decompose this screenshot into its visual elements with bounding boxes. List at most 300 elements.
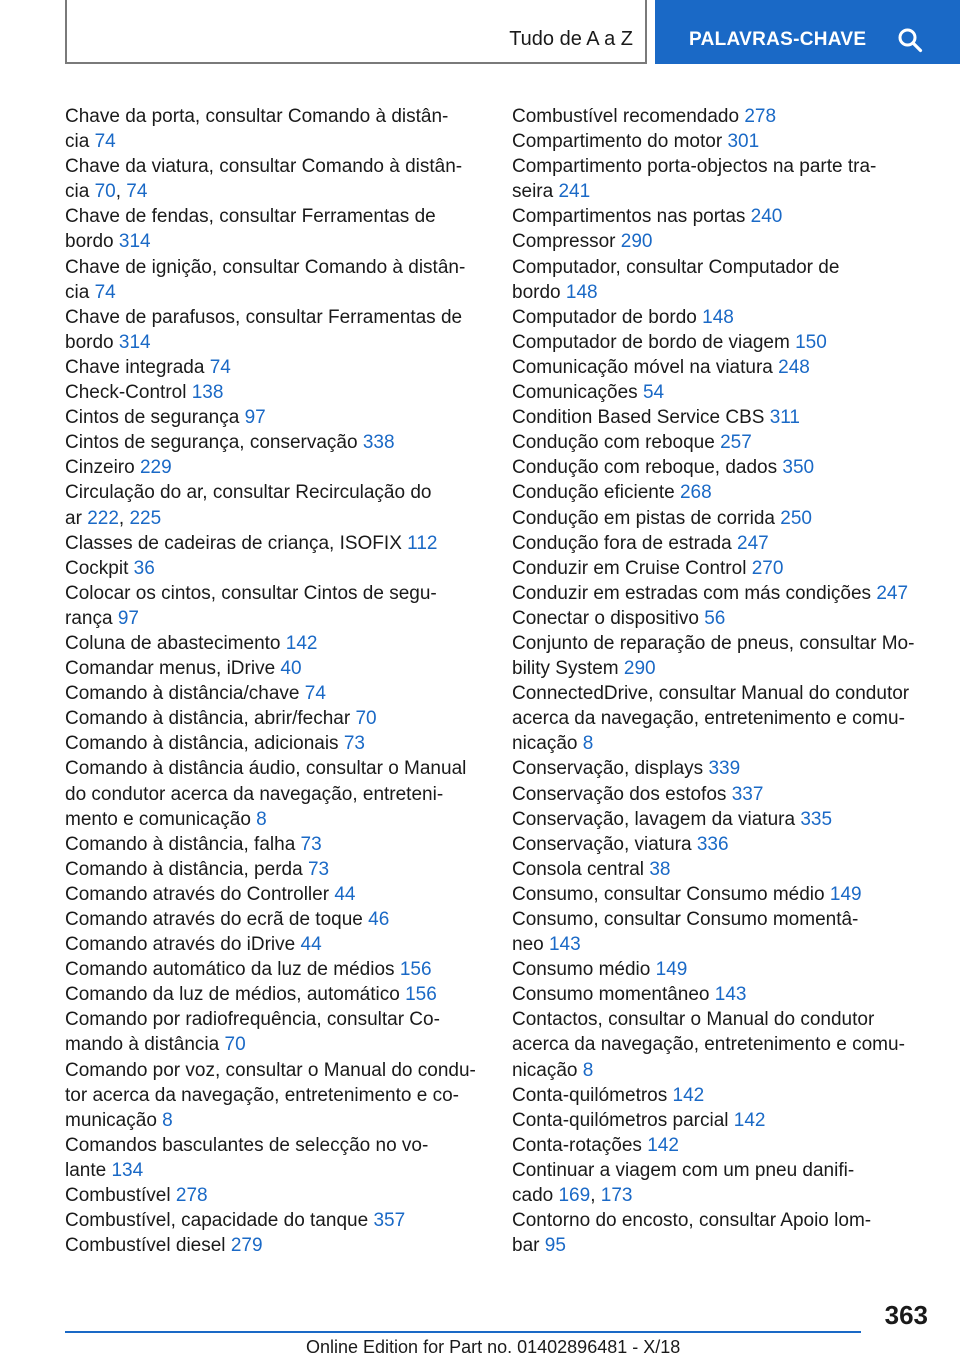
- index-entry-text: mando à distância: [65, 1034, 220, 1056]
- index-entry-line: [512, 882, 927, 907]
- index-entry-line: [65, 355, 480, 380]
- index-entry-text: Consumo momentâneo: [512, 984, 710, 1006]
- index-entry-text: Compressor: [512, 231, 616, 253]
- index-entry-line: [65, 255, 480, 280]
- index-entry-line: [512, 1208, 927, 1233]
- index-entry-text: Conservação, displays: [512, 758, 704, 780]
- index-entry: [65, 430, 480, 455]
- page-reference-link[interactable]: 74: [94, 281, 116, 303]
- index-entry-line: [65, 857, 480, 882]
- index-entry-line: [65, 606, 480, 631]
- index-entry-text: Comando através do iDrive: [65, 934, 296, 956]
- index-entry: [65, 104, 480, 154]
- index-entry-text: Comando à distância/chave: [65, 683, 300, 705]
- index-entry-text: cado: [512, 1185, 554, 1207]
- index-entry-text: Condução em pistas de corrida: [512, 507, 775, 529]
- index-entry-line: [512, 355, 927, 380]
- index-entry-text: Contactos, consultar o Manual do condutor: [512, 1009, 875, 1031]
- index-entry-line: [512, 1158, 927, 1183]
- index-entry-text: Condução eficiente: [512, 482, 675, 504]
- page-reference-link[interactable]: 73: [300, 833, 322, 855]
- index-entry-text: Comando através do ecrã de toque: [65, 909, 363, 930]
- index-entry: [65, 907, 480, 932]
- index-entry-text: rança: [65, 607, 113, 629]
- index-entry-line: [65, 681, 480, 706]
- page-reference-link[interactable]: 95: [544, 1235, 566, 1257]
- index-entry: [512, 305, 927, 330]
- index-entry-text: Colocar os cintos, consultar Cintos de segu-: [65, 582, 437, 604]
- index-entry-line: [512, 957, 927, 982]
- page-reference-link[interactable]: 134: [111, 1159, 144, 1181]
- index-column-left: [65, 104, 480, 1258]
- index-entry-line: [512, 932, 927, 957]
- page-reference-link[interactable]: 8: [256, 808, 267, 830]
- page-reference-link[interactable]: 311: [769, 407, 800, 429]
- index-entry: [65, 731, 480, 756]
- page-reference-link[interactable]: 73: [343, 733, 365, 755]
- page-reference-link[interactable]: 357: [373, 1210, 406, 1232]
- page-reference-link[interactable]: 173: [600, 1185, 633, 1207]
- index-entry-text: Consumo, consultar Consumo médio: [512, 883, 825, 905]
- page-reference-link[interactable]: 241: [558, 181, 591, 203]
- index-entry: [512, 581, 927, 606]
- index-entry-line: [65, 380, 480, 405]
- index-entry-text: bordo: [65, 331, 114, 353]
- index-entry: [65, 255, 480, 305]
- index-entry-text: Comandos basculantes de selecção no vo-: [65, 1134, 429, 1156]
- index-entry-line: [512, 656, 927, 681]
- page-reference-link[interactable]: 336: [696, 833, 729, 855]
- index-entry-line: [512, 1133, 927, 1158]
- index-entry: [65, 154, 480, 204]
- index-entry: [65, 204, 480, 254]
- index-entry-line: [512, 531, 927, 556]
- keywords-tab[interactable]: [655, 0, 960, 64]
- index-entry: [512, 756, 927, 781]
- index-entry-line: [65, 305, 480, 330]
- index-entry-line: [512, 1058, 927, 1083]
- index-entry-line: [65, 480, 480, 505]
- index-entry: [512, 480, 927, 505]
- index-entry: [512, 1158, 927, 1208]
- index-entry-text: Conjunto de reparação de pneus, consultar Mo-: [512, 632, 915, 654]
- index-entry-text: Compartimentos nas portas: [512, 206, 746, 228]
- index-entry-line: [65, 556, 480, 581]
- index-entry-text: Check-Control: [65, 382, 187, 404]
- index-entry: [512, 104, 927, 129]
- index-entry-text: Comando à distância áudio, consultar o Manual: [65, 758, 467, 780]
- page-reference-link[interactable]: 225: [129, 507, 162, 529]
- index-entry-text: Computador, consultar Computador de: [512, 256, 840, 278]
- index-entry-line: [512, 380, 927, 405]
- page-reference-link[interactable]: 268: [679, 482, 712, 504]
- index-entry-line: [65, 1058, 480, 1083]
- index-entry: [512, 1208, 927, 1258]
- page-reference-link[interactable]: 301: [727, 131, 760, 153]
- footer-edition-text: Online Edition for Part no. 01402896481 - X/18: [306, 1337, 681, 1357]
- index-entry-line: [512, 907, 927, 932]
- index-entry-line: [512, 706, 927, 731]
- index-entry-line: [512, 807, 927, 832]
- index-entry-text: Compartimento do motor: [512, 131, 723, 153]
- page-reference-link[interactable]: 8: [582, 733, 594, 755]
- index-entry-text: cia: [65, 131, 90, 153]
- page-reference-link[interactable]: 148: [702, 306, 734, 328]
- index-entry-text: Comando por radiofrequência, consultar Co-: [65, 1009, 440, 1031]
- index-entry-line: [512, 430, 927, 455]
- index-entry-line: ar 222, 225: [65, 507, 162, 529]
- index-entry-line: [512, 480, 927, 505]
- page-reference-link[interactable]: 314: [118, 331, 151, 353]
- index-entry: [512, 255, 927, 305]
- index-entry-text: Circulação do ar, consultar Recirculação do: [65, 482, 432, 504]
- page-reference-link[interactable]: 40: [280, 658, 302, 680]
- index-entry-text: Conservação, viatura: [512, 833, 692, 855]
- page-reference-link[interactable]: 229: [139, 457, 172, 479]
- index-entry-text: Cintos de segurança: [65, 407, 240, 429]
- index-entry-line: [65, 1108, 480, 1133]
- index-entry-text: Combustível, capacidade do tanque: [65, 1210, 369, 1232]
- index-entry: [512, 807, 927, 832]
- page-reference-link[interactable]: 97: [117, 607, 139, 629]
- index-entry-text: Comunicação móvel na viatura: [512, 356, 773, 378]
- page-reference-link[interactable]: 250: [780, 507, 812, 529]
- index-entry-line: [65, 1032, 480, 1057]
- index-entry-line: [512, 606, 927, 631]
- index-entry-text: Consumo, consultar Consumo momentâ-: [512, 909, 859, 930]
- page-number: 363: [884, 1300, 928, 1330]
- index-entry-line: [512, 405, 927, 430]
- index-entry-line: [512, 631, 927, 656]
- index-entry: [65, 756, 480, 831]
- index-entry: [65, 631, 480, 656]
- index-entry-line: [512, 129, 927, 154]
- index-entry-text: Coluna de abastecimento: [65, 632, 281, 654]
- index-entry-text: do condutor acerca da navegação, entreteni-: [65, 783, 444, 805]
- index-entry: [512, 154, 927, 204]
- page-reference-link[interactable]: 38: [649, 858, 671, 880]
- index-entry: [512, 681, 927, 756]
- page-reference-link[interactable]: 142: [285, 632, 318, 654]
- index-entry-text: Chave de ignição, consultar Comando à distân-: [65, 256, 466, 278]
- page-reference-link[interactable]: 290: [623, 658, 656, 680]
- page-reference-link[interactable]: 247: [737, 532, 769, 554]
- index-entry-text: ar: [65, 507, 82, 529]
- index-entry-text: Comando à distância, perda: [65, 858, 303, 880]
- index-entry-text: Condução com reboque: [512, 432, 715, 454]
- index-entry-line: [65, 330, 480, 355]
- index-entry-line: [65, 631, 480, 656]
- index-entry-text: Comando à distância, falha: [65, 833, 296, 855]
- page-reference-link[interactable]: 337: [731, 783, 764, 805]
- page-reference-link[interactable]: 138: [191, 382, 224, 404]
- index-entry-line: [512, 204, 927, 229]
- index-entry-line: [65, 957, 480, 982]
- index-entry: [512, 405, 927, 430]
- page-reference-link[interactable]: 222: [87, 507, 119, 529]
- index-entry-text: Conduzir em estradas com más condições: [512, 582, 872, 604]
- index-entry: [512, 982, 927, 1007]
- page-reference-link[interactable]: 70: [94, 181, 116, 203]
- index-entry: [512, 1108, 927, 1133]
- index-entry-text: Contorno do encosto, consultar Apoio lom-: [512, 1210, 872, 1232]
- index-entry-text: Comando por voz, consultar o Manual do condu-: [65, 1059, 476, 1081]
- index-entry-line: [65, 782, 480, 807]
- footer-divider: [65, 1331, 861, 1333]
- index-entry-line: [65, 982, 480, 1007]
- index-entry-text: Comando automático da luz de médios: [65, 959, 395, 981]
- index-entry-line: [65, 405, 480, 430]
- page-reference-link[interactable]: 270: [751, 557, 784, 579]
- index-entry-line: [65, 455, 480, 480]
- index-entry: [65, 706, 480, 731]
- index-entry-text: Cintos de segurança, conservação: [65, 432, 358, 454]
- index-entry-line: [65, 807, 480, 832]
- index-entry-line: [65, 280, 480, 305]
- index-entry-text: Conta-quilómetros: [512, 1084, 668, 1106]
- index-entry-line: [65, 1208, 480, 1233]
- index-entry-text: neo: [512, 934, 544, 956]
- page-reference-link[interactable]: 240: [750, 206, 783, 228]
- index-entry-line: [512, 1108, 927, 1133]
- index-entry-text: tor acerca da navegação, entretenimento e co-: [65, 1084, 459, 1106]
- index-entry-text: Comando à distância, abrir/fechar: [65, 708, 351, 730]
- index-entry-line: [512, 857, 927, 882]
- index-entry-line: [65, 932, 480, 957]
- index-entry-line: [65, 154, 480, 179]
- index-entry-line: [512, 305, 927, 330]
- index-entry-text: Combustível: [65, 1185, 171, 1207]
- index-entry-text: Comandar menus, iDrive: [65, 658, 276, 680]
- index-entry-text: Comunicações: [512, 382, 638, 404]
- index-entry-text: bility System: [512, 658, 619, 680]
- section-tab[interactable]: [65, 0, 647, 64]
- index-entry: [512, 1133, 927, 1158]
- index-entry: [512, 531, 927, 556]
- index-entry: [512, 506, 927, 531]
- page-reference-link[interactable]: 156: [405, 984, 437, 1006]
- page-reference-link[interactable]: 143: [548, 934, 581, 956]
- index-entry-line: [512, 154, 927, 179]
- page-reference-link[interactable]: 74: [94, 131, 116, 153]
- index-entry-line: [512, 255, 927, 280]
- index-entry-text: Computador de bordo: [512, 306, 697, 328]
- index-entry-text: bordo: [512, 281, 561, 303]
- index-entry-text: Combustível diesel: [65, 1235, 226, 1257]
- index-entry: [65, 681, 480, 706]
- index-entry: [512, 330, 927, 355]
- page-reference-link[interactable]: 74: [304, 683, 326, 705]
- page-reference-link[interactable]: 148: [565, 281, 598, 303]
- page-reference-link[interactable]: 36: [133, 557, 155, 579]
- page-reference-link[interactable]: 112: [407, 532, 438, 554]
- page-reference-link[interactable]: 44: [334, 883, 356, 905]
- index-entry: [512, 857, 927, 882]
- page-reference-link[interactable]: 56: [704, 607, 726, 629]
- page-reference-link[interactable]: 70: [355, 708, 377, 730]
- index-entry: [65, 1183, 480, 1208]
- index-entry-text: nicação: [512, 733, 578, 755]
- page-reference-link[interactable]: 279: [230, 1235, 263, 1257]
- index-entry-text: Chave de parafusos, consultar Ferramentas de: [65, 306, 463, 328]
- page-reference-link[interactable]: 350: [782, 457, 815, 479]
- index-entry-line: [512, 179, 927, 204]
- index-entry: [65, 982, 480, 1007]
- index-entry-text: Consola central: [512, 858, 645, 880]
- index-entry-text: ConnectedDrive, consultar Manual do condutor: [512, 683, 910, 705]
- page-reference-link[interactable]: 156: [399, 959, 432, 981]
- index-entry: [512, 229, 927, 254]
- index-entry: [65, 405, 480, 430]
- index-entry: [65, 1133, 480, 1183]
- index-entry-line: [512, 982, 927, 1007]
- keywords-tab-label: PALAVRAS-CHAVE: [689, 29, 867, 50]
- index-entry: [65, 832, 480, 857]
- page-reference-link[interactable]: 73: [307, 858, 330, 880]
- index-entry-line: cado 169, 173: [512, 1185, 633, 1207]
- page-reference-link[interactable]: 338: [362, 432, 395, 454]
- page-reference-link[interactable]: 278: [744, 106, 777, 127]
- index-entry: [65, 380, 480, 405]
- index-entry-line: [512, 104, 927, 129]
- index-entry: [512, 907, 927, 957]
- page-reference-link[interactable]: 46: [368, 909, 390, 930]
- index-entry-line: [65, 1083, 480, 1108]
- page-reference-link[interactable]: 44: [300, 934, 322, 956]
- index-entry-line: [512, 1007, 927, 1032]
- index-entry-line: [65, 204, 480, 229]
- index-entry-text: seira: [512, 181, 554, 203]
- index-entry-line: [512, 556, 927, 581]
- index-entry-text: bordo: [65, 231, 114, 253]
- index-entry: [512, 832, 927, 857]
- index-entry-text: Compartimento porta-objectos na parte tra-: [512, 156, 877, 178]
- page-reference-link[interactable]: 248: [778, 356, 810, 378]
- index-entry: [512, 1083, 927, 1108]
- index-entry-text: Consumo médio: [512, 959, 651, 981]
- index-entry: [65, 656, 480, 681]
- index-entry-line: [65, 706, 480, 731]
- page-reference-link[interactable]: 74: [209, 356, 231, 378]
- index-entry: [65, 1233, 480, 1258]
- index-entry-text: Conta-rotações: [512, 1134, 642, 1156]
- index-entry-line: [65, 1158, 480, 1183]
- index-entry-line: [65, 1007, 480, 1032]
- index-entry-line: [512, 731, 927, 756]
- index-entry: [512, 129, 927, 154]
- index-entry-line: [65, 430, 480, 455]
- page-reference-link[interactable]: 142: [672, 1084, 705, 1106]
- index-entry-text: Conectar o dispositivo: [512, 607, 699, 629]
- index-entry: [512, 430, 927, 455]
- page-reference-link[interactable]: 169: [558, 1185, 591, 1207]
- section-tab-label: Tudo de A a Z: [509, 28, 633, 50]
- index-entry-text: Comando da luz de médios, automático: [65, 984, 400, 1006]
- page-reference-link[interactable]: 74: [126, 181, 148, 203]
- page-reference-link[interactable]: 142: [647, 1134, 679, 1156]
- page-reference-link[interactable]: 8: [582, 1059, 594, 1081]
- index-entry-text: cia: [65, 181, 90, 203]
- page-reference-link[interactable]: 149: [655, 959, 688, 981]
- index-entry-line: [512, 1233, 927, 1258]
- search-icon[interactable]: [897, 27, 923, 53]
- index-entry: [65, 857, 480, 882]
- page-reference-link[interactable]: 150: [795, 331, 827, 353]
- index-entry-line: [65, 656, 480, 681]
- page-reference-link[interactable]: 335: [800, 808, 833, 830]
- index-entry: [512, 355, 927, 380]
- index-entry-text: Conservação dos estofos: [512, 783, 727, 805]
- page-reference-link[interactable]: 314: [118, 231, 151, 253]
- page-reference-link[interactable]: 278: [175, 1185, 208, 1207]
- index-entry-text: Chave de fendas, consultar Ferramentas de: [65, 206, 436, 228]
- index-entry-line: [65, 229, 480, 254]
- index-entry-text: Chave da porta, consultar Comando à distân-: [65, 106, 449, 127]
- index-entry-line: [65, 731, 480, 756]
- index-entry-text: Condition Based Service CBS: [512, 407, 765, 429]
- index-entry-line: [512, 455, 927, 480]
- index-entry-line: [65, 1233, 480, 1258]
- index-entry-line: [512, 1032, 927, 1057]
- page-reference-link[interactable]: 54: [642, 382, 665, 404]
- index-entry-line: [65, 129, 480, 154]
- index-entry-line: [512, 832, 927, 857]
- index-entry-text: Condução fora de estrada: [512, 532, 732, 554]
- page-reference-link[interactable]: 8: [162, 1109, 173, 1131]
- page-reference-link[interactable]: 143: [714, 984, 747, 1006]
- page-reference-link[interactable]: 247: [876, 582, 909, 604]
- index-entry: [512, 782, 927, 807]
- index-entry: [512, 1007, 927, 1082]
- index-entry: [512, 455, 927, 480]
- index-entry-text: Conservação, lavagem da viatura: [512, 808, 796, 830]
- index-entry: [65, 305, 480, 355]
- page-reference-link[interactable]: 70: [224, 1034, 246, 1056]
- page-reference-link[interactable]: 257: [720, 432, 752, 454]
- index-entry-text: Continuar a viagem com um pneu danifi-: [512, 1159, 855, 1181]
- index-entry: [65, 556, 480, 581]
- index-entry-text: Computador de bordo de viagem: [512, 331, 790, 353]
- page-reference-link[interactable]: 97: [244, 407, 266, 429]
- index-entry: [65, 957, 480, 982]
- index-entry-line: [512, 229, 927, 254]
- index-entry-line: [512, 1083, 927, 1108]
- index-entry-text: Combustível recomendado: [512, 106, 740, 127]
- index-entry-line: [512, 681, 927, 706]
- index-entry: [512, 380, 927, 405]
- index-entry-text: Conta-quilómetros parcial: [512, 1109, 729, 1131]
- index-entry-text: Comando através do Controller: [65, 883, 330, 905]
- page-reference-link[interactable]: 290: [620, 231, 653, 253]
- page-reference-link[interactable]: 339: [708, 758, 741, 780]
- index-entry: [65, 581, 480, 631]
- index-entry-text: acerca da navegação, entretenimento e comu-: [512, 708, 905, 730]
- index-entry-line: [512, 280, 927, 305]
- index-entry: [512, 882, 927, 907]
- page-reference-link[interactable]: 149: [829, 883, 862, 905]
- index-entry-text: cia: [65, 281, 90, 303]
- index-entry: [65, 1007, 480, 1057]
- index-entry-line: [65, 104, 480, 129]
- index-entry: [65, 480, 480, 530]
- index-entry-line: [512, 782, 927, 807]
- index-entry: [65, 355, 480, 380]
- page-reference-link[interactable]: 142: [733, 1109, 766, 1131]
- index-entry: [65, 1058, 480, 1133]
- index-entry: [512, 957, 927, 982]
- index-entry: [512, 556, 927, 581]
- index-entry-text: lante: [65, 1159, 107, 1181]
